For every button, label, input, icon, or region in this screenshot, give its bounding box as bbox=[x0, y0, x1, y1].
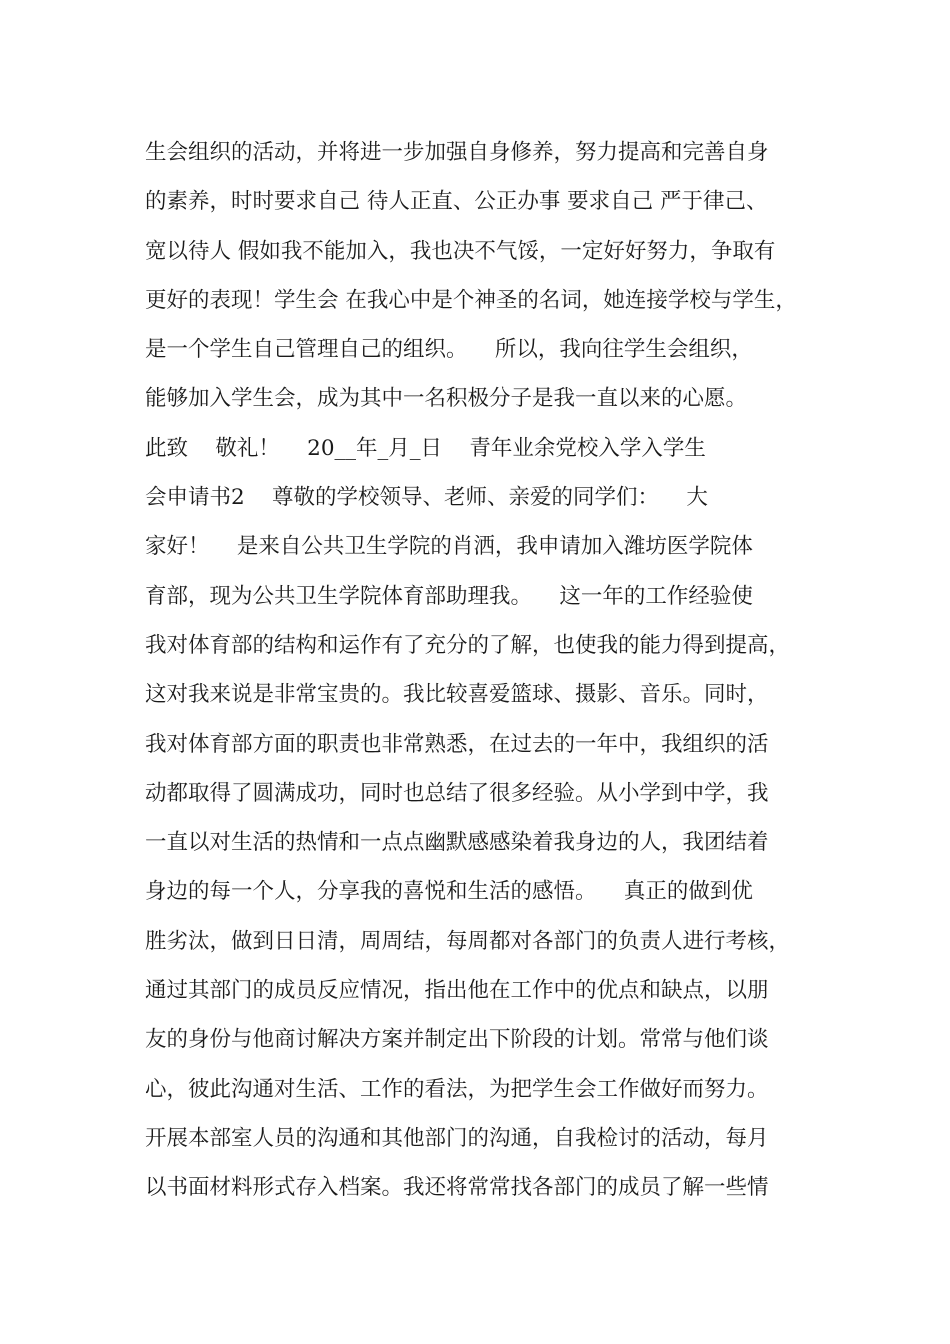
text-line: 我对体育部方面的职责也非常熟悉，在过去的一年中，我组织的活 bbox=[145, 731, 769, 757]
text-line: 以书面材料形式存入档案。我还将常常找各部门的成员了解一些情 bbox=[145, 1175, 769, 1201]
text-line: 心，彼此沟通对生活、工作的看法，为把学生会工作做好而努力。 bbox=[145, 1076, 769, 1102]
text-line: 动都取得了圆满成功，同时也总结了很多经验。从小学到中学，我 bbox=[145, 780, 769, 806]
text-line: 生会组织的活动，并将进一步加强自身修养，努力提高和完善自身 bbox=[145, 140, 769, 165]
text-line: 更好的表现！学生会 在我心中是个神圣的名词，她连接学校与学生， bbox=[145, 287, 797, 313]
text-line: 家好！ 是来自公共卫生学院的肖洒，我申请加入潍坊医学院体 bbox=[145, 534, 753, 560]
text-line: 会申请书2 尊敬的学校领导、老师、亲爱的同学们： 大 bbox=[145, 485, 708, 511]
text-line: 开展本部室人员的沟通和其他部门的沟通，自我检讨的活动，每月 bbox=[145, 1125, 769, 1151]
text-line: 宽以待人 假如我不能加入，我也决不气馁，一定好好努力，争取有 bbox=[145, 238, 776, 264]
text-line: 育部，现为公共卫生学院体育部助理我。 这一年的工作经验使 bbox=[145, 583, 753, 609]
text-line: 身边的每一个人，分享我的喜悦和生活的感悟。 真正的做到优 bbox=[145, 879, 753, 905]
text-line: 的素养，时时要求自己 待人正直、公正办事 要求自己 严于律己、 bbox=[145, 189, 768, 215]
text-line: 是一个学生自己管理自己的组织。 所以，我向往学生会组织， bbox=[145, 337, 753, 363]
text-line: 一直以对生活的热情和一点点幽默感感染着我身边的人，我团结着 bbox=[145, 830, 769, 856]
document-body bbox=[145, 128, 815, 1213]
text-line: 友的身份与他商讨解决方案并制定出下阶段的计划。常常与他们谈 bbox=[145, 1027, 769, 1053]
text-line: 这对我来说是非常宝贵的。我比较喜爱篮球、摄影、音乐。同时， bbox=[145, 682, 769, 708]
text-line: 我对体育部的结构和运作有了充分的了解，也使我的能力得到提高， bbox=[145, 632, 791, 658]
text-line: 能够加入学生会，成为其中一名积极分子是我一直以来的心愿。 bbox=[145, 386, 748, 412]
text-line: 胜劣汰，做到日日清，周周结，每周都对各部门的负责人进行考核， bbox=[145, 928, 791, 954]
text-line: 通过其部门的成员反应情况，指出他在工作中的优点和缺点，以朋 bbox=[145, 978, 769, 1004]
text-line: 此致 敬礼！ 20__年_月_日 青年业余党校入学入学生 bbox=[145, 435, 706, 461]
